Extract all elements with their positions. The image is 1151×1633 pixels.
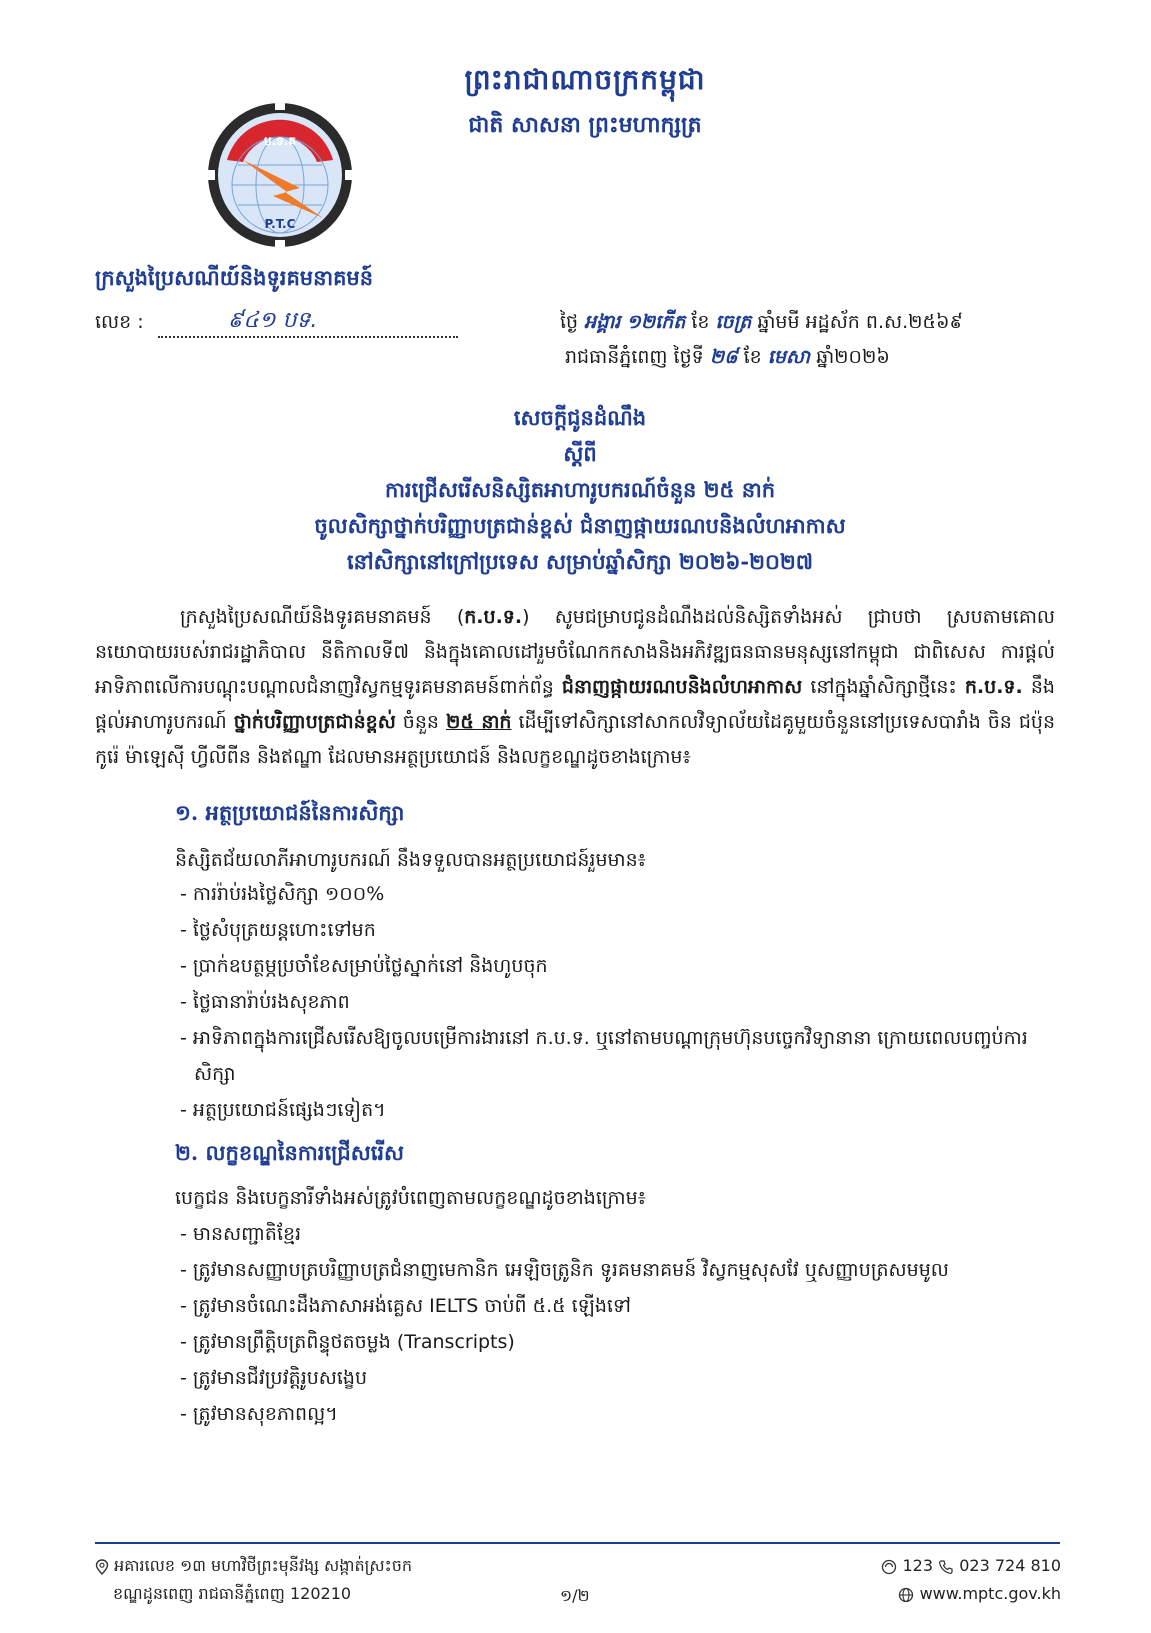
list-item: - ការរ៉ាប់រងថ្លៃសិក្សា ១០០%	[180, 883, 385, 905]
requirements-list	[180, 1216, 1060, 1432]
ministry-logo	[205, 100, 355, 250]
solar-month-label: ខែ	[743, 346, 762, 368]
address-line-2: ខណ្ឌដូនពេញ រាជធានីភ្នំពេញ 120210	[113, 1584, 352, 1603]
list-item: - មានសញ្ជាតិខ្មែរ	[180, 1223, 302, 1245]
list-item: - ត្រូវមានចំណេះដឹងភាសាអង់គ្លេស IELTS ចាប់ពី ៥.៥ ឡើងទៅ	[180, 1295, 631, 1317]
solar-day: ២៨	[709, 346, 738, 368]
section-2-heading: ២. លក្ខខណ្ឌនៃការជ្រើសរើស	[175, 1140, 405, 1165]
title-line-4: ចូលសិក្សាថ្នាក់បរិញ្ញាបត្រជាន់ខ្ពស់ ជំនាញផ្កាយរណបនិងលំហអាកាស	[314, 513, 846, 538]
ref-dotted-line	[158, 308, 458, 338]
benefits-list	[180, 876, 1060, 1128]
list-item: - ថ្លៃធានារ៉ាប់រងសុខភាព	[180, 991, 350, 1013]
list-item: - ត្រូវមានជីវប្រវត្តិរូបសង្ខេប	[180, 1367, 368, 1389]
phone-icon	[938, 1559, 954, 1575]
footer-contact	[881, 1552, 1061, 1608]
kingdom-title: ព្រះរាជាណាចក្រកម្ពុជា	[464, 63, 706, 96]
lunar-date	[560, 310, 963, 338]
lunar-month-label: ខែ	[691, 311, 710, 333]
lunar-year: ឆ្នាំមមី អដ្ឋស័ក ព.ស.២៥៦៩	[757, 311, 963, 333]
logo-top-text: ប.ទ.គ	[264, 134, 296, 148]
footer-address	[95, 1552, 412, 1608]
solar-date-prefix: រាជធានីភ្នំពេញ ថ្ងៃទី	[565, 346, 704, 368]
list-item: - អត្ថប្រយោជន៍ផ្សេងៗទៀត។	[180, 1099, 386, 1121]
title-line-1: សេចក្តីជូនដំណឹង	[513, 405, 647, 430]
phone-number: 023 724 810	[959, 1556, 1061, 1575]
address-line-1: អគារលេខ ១៣ មហាវិថីព្រះមុនីវង្ស សង្កាត់ស្រះចក	[114, 1556, 413, 1575]
section-1-heading: ១. អត្ថប្រយោជន៍នៃការសិក្សា	[175, 800, 405, 825]
footer-divider	[95, 1542, 1060, 1544]
lunar-month: ចេត្រ	[715, 311, 752, 333]
announcement-title	[200, 400, 960, 580]
hotline-icon	[881, 1559, 897, 1575]
hotline-number: 123	[902, 1556, 934, 1575]
page-number: ១/២	[560, 1586, 590, 1605]
solar-year: ឆ្នាំ២០២៦	[816, 346, 890, 368]
list-item: - ប្រាក់ឧបត្ថម្ភប្រចាំខែសម្រាប់ថ្លៃស្នាក់នៅ និងហូបចុក	[180, 955, 548, 977]
list-item: - អាទិភាពក្នុងការជ្រើសរើសឱ្យចូលបម្រើការងារនៅ ក.ប.ទ. ឬនៅតាមបណ្តាក្រុមហ៊ុនបច្ចេកវិទ្យានានា ក្រោយពេលបញ្ចប់ការសិក្សា	[180, 1027, 1028, 1085]
lunar-day-number: ១២កើត	[626, 311, 686, 333]
title-line-5: នៅសិក្សានៅក្រៅប្រទេស សម្រាប់ឆ្នាំសិក្សា ២០២៦-២០២៧	[347, 549, 813, 574]
section-1-lead: និស្សិតជ័យលាភីអាហារូបករណ៍ នឹងទទួលបានអត្ថប្រយោជន៍រួមមាន៖	[175, 849, 647, 871]
ref-handwritten: ៩៤១ បទ.	[227, 308, 318, 333]
title-line-2: ស្តីពី	[563, 441, 597, 466]
website-link[interactable]: www.mptc.gov.kh	[919, 1584, 1061, 1603]
ministry-name: ក្រសួងប្រៃសណីយ៍និងទូរគមនាគមន៍	[95, 265, 374, 290]
list-item: - ត្រូវមានព្រឹត្តិបត្រពិន្ទុថតចម្លង (Transcripts)	[180, 1331, 515, 1353]
solar-date	[565, 345, 890, 373]
kingdom-header	[420, 62, 750, 143]
list-item: - ត្រូវមានសុខភាពល្អ។	[180, 1403, 338, 1425]
globe-icon	[898, 1587, 914, 1603]
intro-paragraph: ក្រសួងប្រៃសណីយ៍និងទូរគមនាគមន៍ (ក.ប.ទ.) សូមជម្រាបជូនដំណឹងដល់និស្សិតទាំងអស់ ជ្រាបថា ស្របតាមគោលនយោបាយរបស់រាជរដ្ឋាភិបាល នីតិកាលទី៧ និងក្នុងគោលដៅរួមចំណែកកសាងនិងអភិវឌ្ឍធនធានមនុស្សនៅកម្ពុជា ជាពិសេស ការផ្តល់អាទិភាពលើការបណ្តុះបណ្តាលជំនាញវិស្វកម្មទូរគមនាគមន៍ពាក់ព័ន្ធ ជំនាញផ្កាយរណបនិងលំហអាកាស នៅក្នុងឆ្នាំសិក្សាថ្មីនេះ ក.ប.ទ. នឹងផ្តល់អាហារូបករណ៍ ថ្នាក់បរិញ្ញាបត្រជាន់ខ្ពស់ ចំនួន ២៥ នាក់ ដើម្បីទៅសិក្សានៅសាកលវិទ្យាល័យដៃគូមួយចំនួននៅប្រទេសបារាំង ចិន ជប៉ុន កូរ៉េ ម៉ាឡេស៊ី ហ្វីលីពីន និងឥណ្ឌា ដែលមានអត្ថប្រយោជន៍ និងលក្ខខណ្ឌដូចខាងក្រោម៖	[95, 606, 1056, 768]
reference-number	[95, 310, 458, 338]
location-pin-icon	[95, 1559, 109, 1575]
solar-month: មេសា	[767, 346, 811, 368]
ref-label: លេខ :	[95, 311, 144, 333]
logo-bottom-text: P.T.C	[264, 217, 296, 231]
lunar-day-name: អង្គារ	[584, 311, 621, 333]
lunar-date-prefix: ថ្ងៃ	[560, 311, 579, 333]
national-motto: ជាតិ សាសនា ព្រះមហាក្សត្រ	[468, 112, 702, 138]
list-item: - ថ្លៃសំបុត្រយន្តហោះទៅមក	[180, 919, 376, 941]
section-2-lead: បេក្ខជន និងបេក្ខនារីទាំងអស់ត្រូវបំពេញតាមលក្ខខណ្ឌដូចខាងក្រោម៖	[175, 1187, 647, 1209]
title-line-3: ការជ្រើសរើសនិស្សិតអាហារូបករណ៍ចំនួន ២៥ នាក់	[384, 477, 776, 502]
list-item: - ត្រូវមានសញ្ញាបត្របរិញ្ញាបត្រជំនាញមេកានិក អេឡិចត្រូនិក ទូរគមនាគមន៍ វិស្វកម្មសុសវែ ឬសញ្ញាបត្រសមមូល	[180, 1259, 949, 1281]
